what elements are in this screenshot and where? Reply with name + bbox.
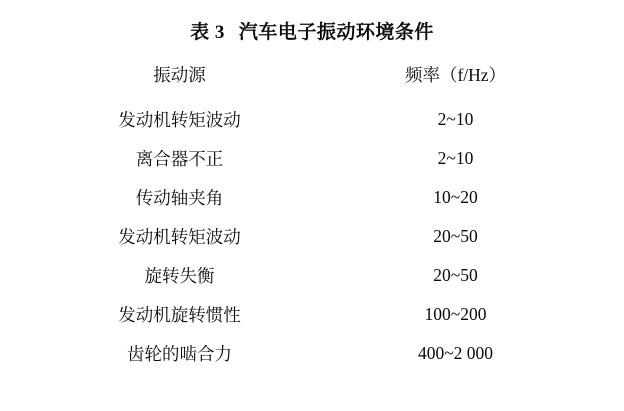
table-row — [36, 256, 588, 295]
cell-source: 离合器不正 — [135, 149, 224, 169]
spacer-cell — [36, 373, 323, 379]
table-container — [36, 54, 588, 379]
cell-source: 发动机转矩波动 — [118, 227, 241, 247]
cell-frequency: 20~50 — [433, 265, 478, 285]
table-header-row — [36, 54, 588, 94]
table-row — [36, 100, 588, 139]
cell-frequency: 10~20 — [433, 187, 478, 207]
table-spacer — [36, 373, 588, 379]
vibration-environment-table — [36, 54, 588, 379]
cell-source: 齿轮的啮合力 — [127, 344, 233, 364]
table-row — [36, 217, 588, 256]
table-row — [36, 178, 588, 217]
cell-source: 发动机旋转惯性 — [118, 305, 241, 325]
table-row — [36, 139, 588, 178]
cell-frequency: 2~10 — [437, 148, 474, 168]
cell-frequency: 20~50 — [433, 226, 478, 246]
table-row — [36, 295, 588, 334]
column-header-source: 振动源 — [153, 64, 206, 85]
spacer-cell — [323, 373, 588, 379]
table-caption-title: 汽车电子振动环境条件 — [238, 22, 434, 43]
table-caption — [0, 0, 624, 54]
column-header-frequency: 频率（f/Hz） — [404, 64, 507, 85]
cell-source: 传动轴夹角 — [135, 188, 224, 208]
cell-source: 发动机转矩波动 — [118, 110, 241, 130]
cell-frequency: 400~2 000 — [417, 343, 494, 363]
cell-source: 旋转失衡 — [144, 266, 215, 286]
table-caption-number: 表 3 — [190, 22, 225, 43]
cell-frequency: 100~200 — [424, 304, 487, 324]
table-row — [36, 334, 588, 373]
cell-frequency: 2~10 — [437, 109, 474, 129]
